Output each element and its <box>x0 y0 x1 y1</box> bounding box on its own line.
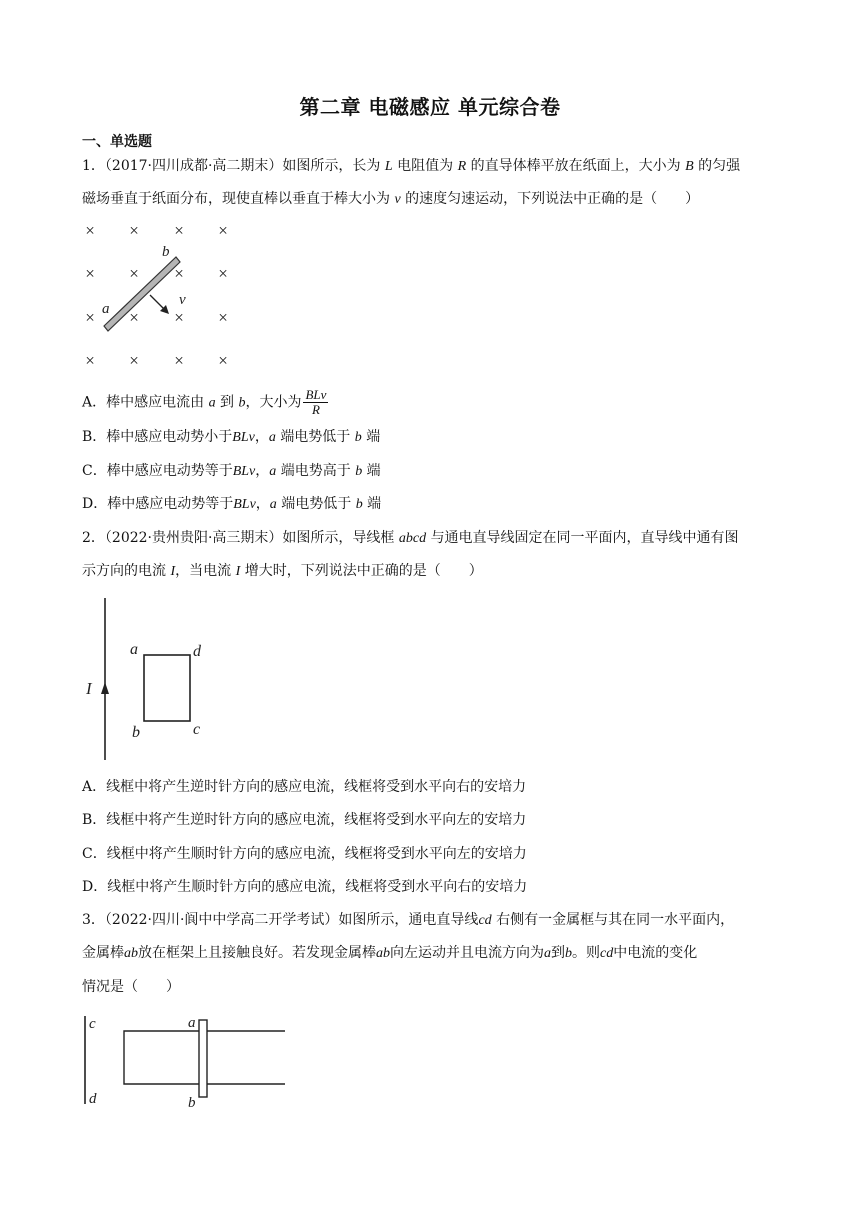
frame-corner-c: c <box>193 721 201 738</box>
conductor-rod <box>104 257 180 331</box>
page-title: 第二章 电磁感应 单元综合卷 <box>299 95 561 119</box>
rod-end-b: b <box>188 1095 196 1110</box>
field-cross: × <box>129 264 139 283</box>
q3-stem-line2: 金属棒ab放在框架上且接触良好。若发现金属棒ab向左运动并且电流方向为a到b。则cd中电流的变化 <box>82 945 698 961</box>
q1-option-a[interactable]: A．棒中感应电流由 a 到 b，大小为 $\frac{\text{BLv}}{R}$ <box>82 387 327 417</box>
q1-option-b[interactable]: B．棒中感应电动势小于BLv，a 端电势低于 b 端 <box>82 429 381 445</box>
frame-corner-b: b <box>132 724 140 741</box>
wire-end-c: c <box>89 1016 96 1032</box>
current-label: I <box>86 679 92 698</box>
q2-stem-line1: 2．（2022·贵州贵阳·高三期末）如图所示，导线框 abcd 与通电直导线固定在同一平面内，直导线中通有图 <box>82 530 739 546</box>
field-cross: × <box>174 308 184 327</box>
current-arrow <box>101 682 109 694</box>
metal-rod-ab <box>199 1020 207 1097</box>
field-cross: × <box>218 264 228 283</box>
q2-stem-line2: 示方向的电流 I，当电流 I 增大时，下列说法中正确的是（ ） <box>82 563 483 579</box>
rod-end-a: a <box>188 1015 196 1031</box>
field-cross: × <box>85 308 95 327</box>
q3-stem-line1: 3．（2022·四川·阆中中学高二开学考试）如图所示，通电直导线cd 右侧有一金属框与其在同一水平面内， <box>82 912 735 928</box>
field-cross: × <box>174 221 184 240</box>
field-cross: × <box>85 221 95 240</box>
q1-figure <box>78 218 248 370</box>
field-cross: × <box>218 351 228 370</box>
frame-corner-a: a <box>130 641 138 658</box>
magnetic-field-crosses <box>85 221 228 370</box>
field-cross: × <box>174 264 184 283</box>
field-cross: × <box>85 264 95 283</box>
frame-corner-d: d <box>193 643 201 660</box>
fraction: $\frac{\text{BLv}}{R}$ <box>305 387 327 417</box>
field-cross: × <box>129 308 139 327</box>
field-cross: × <box>129 221 139 240</box>
field-cross: × <box>129 351 139 370</box>
q3-stem-line3: 情况是（ ） <box>82 979 180 995</box>
q2-option-c[interactable]: C．线框中将产生顺时针方向的感应电流，线框将受到水平向左的安培力 <box>82 846 527 862</box>
field-cross: × <box>174 351 184 370</box>
q2-option-d[interactable]: D．线框中将产生顺时针方向的感应电流，线框将受到水平向右的安培力 <box>82 879 528 895</box>
field-cross: × <box>218 308 228 327</box>
velocity-arrow <box>150 295 169 314</box>
velocity-label: v <box>179 292 186 308</box>
wire-frame <box>144 655 190 721</box>
q1-option-d[interactable]: D．棒中感应电动势等于BLv，a 端电势低于 b 端 <box>82 496 382 512</box>
section-heading: 一、单选题 <box>82 134 152 150</box>
q1-option-c[interactable]: C．棒中感应电动势等于BLv，a 端电势高于 b 端 <box>82 463 381 479</box>
field-cross: × <box>218 221 228 240</box>
q2-option-b[interactable]: B．线框中将产生逆时针方向的感应电流，线框将受到水平向左的安培力 <box>82 812 527 828</box>
wire-end-d: d <box>89 1091 97 1107</box>
q2-option-a[interactable]: A．线框中将产生逆时针方向的感应电流，线框将受到水平向右的安培力 <box>82 779 527 795</box>
rod-end-label-b: b <box>162 244 170 260</box>
q3-figure <box>80 1010 300 1110</box>
q1-stem-line1: 1．（2017·四川成都·高二期末）如图所示，长为 L 电阻值为 R 的直导体棒平放在纸面上，大小为 B 的匀强 <box>82 158 741 174</box>
q1-stem-line2: 磁场垂直于纸面分布，现使直棒以垂直于棒大小为 v 的速度匀速运动，下列说法中正确的是（ ） <box>82 191 700 207</box>
q2-figure <box>80 594 220 764</box>
rod-end-label-a: a <box>102 301 110 317</box>
field-cross: × <box>85 351 95 370</box>
